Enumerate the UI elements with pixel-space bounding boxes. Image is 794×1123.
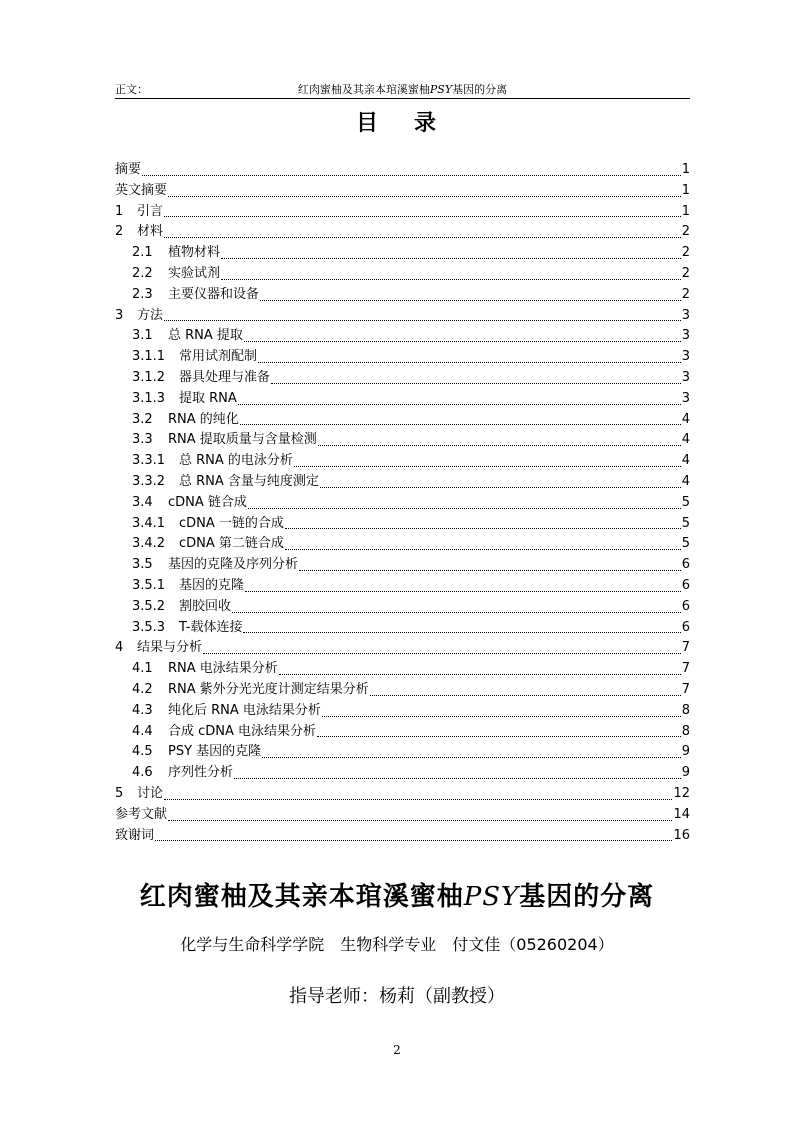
toc-entry-label: 合成 cDNA 电泳结果分析 [168, 723, 317, 739]
toc-entry-page: 5 [681, 515, 690, 531]
paper-title-suffix: 基因的分离 [519, 882, 655, 912]
toc-entry-page: 3 [681, 349, 690, 365]
toc-entry-label: 总 RNA 含量与纯度测定 [179, 473, 319, 489]
paper-title-prefix: 红肉蜜柚及其亲本琯溪蜜柚 [139, 882, 464, 912]
toc-entry[interactable] [115, 784, 690, 805]
toc-leader-dots [164, 236, 681, 238]
toc-entry-page: 8 [681, 723, 690, 739]
toc-leader-dots [243, 631, 680, 633]
toc-entry-label: 常用试剂配制 [179, 349, 258, 365]
toc-leader-dots [248, 507, 681, 509]
toc-entry-label: RNA 紫外分光光度计测定结果分析 [168, 681, 369, 697]
toc-entry-number: 3.3.1 [132, 453, 166, 469]
toc-entry-page: 7 [681, 661, 690, 677]
toc-leader-dots [164, 319, 681, 321]
toc-entry-page: 4 [681, 473, 690, 489]
toc-leader-dots [258, 361, 681, 363]
toc-entry-page: 2 [681, 224, 690, 240]
toc-entry-label: 摘要 [115, 162, 142, 177]
toc-leader-dots [322, 715, 681, 717]
toc-entry-label: cDNA 链合成 [168, 494, 247, 510]
toc-entry-page: 4 [681, 432, 690, 448]
toc-entry-label: 器具处理与准备 [179, 369, 271, 385]
toc-entry-page: 5 [681, 536, 690, 552]
toc-leader-dots [370, 694, 681, 696]
toc-entry-page: 1 [681, 203, 690, 219]
toc-entry[interactable] [115, 243, 690, 264]
toc-entry[interactable] [115, 742, 690, 763]
toc-entry-number: 4.6 [132, 765, 153, 781]
toc-heading [0, 106, 794, 137]
toc-entry-label: 方法 [137, 307, 164, 323]
toc-entry-number: 3.5.1 [132, 577, 166, 593]
toc-entry-number: 4.1 [132, 661, 153, 677]
toc-entry-label: 英文摘要 [115, 182, 168, 198]
toc-entry-page: 2 [681, 245, 690, 261]
toc-leader-dots [238, 403, 681, 405]
toc-entry-number: 3.5.3 [132, 619, 166, 635]
toc-entry-page: 4 [681, 453, 690, 469]
toc-entry-page: 9 [681, 765, 690, 781]
toc-entry[interactable] [115, 493, 690, 514]
toc-entry-page: 7 [681, 681, 690, 697]
toc-entry-page: 1 [681, 162, 690, 177]
toc-entry-number: 5 [115, 785, 124, 801]
toc-leader-dots [245, 590, 681, 592]
toc-entry-number: 3.4.2 [132, 536, 166, 552]
toc-entry-number: 3.2 [132, 411, 153, 427]
toc-entry-page: 14 [673, 806, 690, 822]
toc-entry-number: 3.3 [132, 432, 153, 448]
toc-entry[interactable] [115, 326, 690, 347]
toc-entry-page: 7 [681, 640, 690, 656]
toc-entry[interactable] [115, 618, 690, 639]
toc-entry[interactable] [115, 805, 690, 826]
toc-entry-label: 序列性分析 [168, 765, 234, 781]
toc-entry-page: 4 [681, 411, 690, 427]
toc-entry-number: 4 [115, 640, 124, 656]
toc-entry-page: 3 [681, 369, 690, 385]
toc-entry-label: 主要仪器和设备 [168, 286, 260, 302]
paper-title [0, 876, 794, 913]
toc-entry-number: 2 [115, 224, 124, 240]
toc-entry-label: 参考文献 [115, 806, 168, 822]
toc-entry[interactable] [115, 597, 690, 618]
toc-entry[interactable] [115, 347, 690, 368]
toc-entry[interactable] [115, 389, 690, 410]
toc-entry-page: 6 [681, 577, 690, 593]
toc-entry-number: 3.1 [132, 328, 153, 344]
toc-entry[interactable] [115, 555, 690, 576]
header-title-suffix: 基因的分离 [452, 83, 508, 96]
toc-entry[interactable] [115, 285, 690, 306]
toc-leader-dots [234, 777, 681, 779]
toc-leader-dots [285, 527, 681, 529]
toc-entry-page: 3 [681, 328, 690, 344]
toc-leader-dots [318, 444, 681, 446]
toc-entry[interactable] [115, 430, 690, 451]
toc-leader-dots [221, 278, 681, 280]
toc-entry-number: 2.2 [132, 265, 153, 281]
toc-entry-label: 基因的克隆及序列分析 [168, 557, 299, 573]
toc-entry-label: 引言 [137, 203, 164, 219]
toc-entry-label: 植物材料 [168, 245, 221, 261]
toc-entry-page: 3 [681, 390, 690, 406]
toc-entry-label: RNA 的纯化 [168, 411, 239, 427]
toc-entry-number: 3.1.1 [132, 349, 166, 365]
toc-leader-dots [168, 195, 681, 197]
toc-entry-page: 5 [681, 494, 690, 510]
toc-entry[interactable] [115, 576, 690, 597]
toc-entry-number: 4.2 [132, 681, 153, 697]
toc-leader-dots [271, 382, 681, 384]
toc-entry-number: 2.3 [132, 286, 153, 302]
author-line: 化学与生命科学学院 生物科学专业 付文佳（05260204） [180, 935, 614, 954]
toc-leader-dots [164, 798, 672, 800]
toc-entry-label: cDNA 第二链合成 [179, 536, 284, 552]
toc-entry-label: T-载体连接 [179, 619, 243, 635]
toc-entry-page: 6 [681, 598, 690, 614]
toc-entry[interactable] [115, 534, 690, 555]
toc-entry-label: RNA 电泳结果分析 [168, 661, 278, 677]
toc-entry[interactable] [115, 722, 690, 743]
toc-leader-dots [294, 465, 681, 467]
toc-entry-label: 实验试剂 [168, 265, 221, 281]
toc-leader-dots [240, 423, 681, 425]
toc-entry-label: 总 RNA 提取 [168, 328, 243, 344]
toc-leader-dots [155, 839, 672, 841]
toc-entry[interactable] [115, 659, 690, 680]
toc-entry-number: 3.3.2 [132, 473, 166, 489]
toc-entry-label: 纯化后 RNA 电泳结果分析 [168, 702, 321, 718]
toc-entry-page: 3 [681, 307, 690, 323]
toc-entry-label: 讨论 [137, 785, 164, 801]
toc-leader-dots [203, 652, 681, 654]
toc-entry-number: 3.1.2 [132, 369, 166, 385]
toc-entry[interactable] [115, 306, 690, 327]
toc-entry-label: 材料 [137, 224, 164, 240]
toc-entry-page: 2 [681, 286, 690, 302]
toc-entry[interactable] [115, 181, 690, 202]
toc-leader-dots [317, 735, 681, 737]
toc-entry-label: RNA 提取质量与含量检测 [168, 432, 317, 448]
toc-entry-number: 2.1 [132, 245, 153, 261]
toc-leader-dots [262, 756, 681, 758]
toc-leader-dots [299, 569, 681, 571]
toc-leader-dots [285, 548, 681, 550]
toc-entry-label: 割胶回收 [179, 598, 232, 614]
toc-entry-number: 3.4 [132, 494, 153, 510]
advisor-line: 指导老师：杨莉（副教授） [289, 986, 505, 1007]
toc-entry[interactable] [115, 264, 690, 285]
toc-entry-page: 9 [681, 744, 690, 760]
toc-leader-dots [142, 174, 681, 176]
paper-title-gene: PSY [463, 882, 520, 912]
toc-entry[interactable] [115, 160, 690, 181]
toc-entry-label: 基因的克隆 [179, 577, 245, 593]
toc-entry[interactable] [115, 763, 690, 784]
toc-entry-number: 1 [115, 203, 124, 219]
toc-entry-label: 致谢词 [115, 827, 155, 843]
toc-entry[interactable] [115, 451, 690, 472]
toc-heading-char-1: 目 [355, 111, 380, 136]
header-section-label: 正文： [115, 83, 148, 96]
toc-entry[interactable] [115, 701, 690, 722]
toc-entry-page: 16 [673, 827, 690, 843]
toc-entry[interactable] [115, 472, 690, 493]
toc-leader-dots [279, 673, 681, 675]
toc-entry-page: 6 [681, 619, 690, 635]
toc-entry-label: 提取 RNA [179, 390, 237, 406]
toc-entry[interactable] [115, 410, 690, 431]
toc-entry-page: 2 [681, 265, 690, 281]
table-of-contents [115, 160, 690, 846]
toc-entry-number: 3 [115, 307, 124, 323]
toc-entry[interactable] [115, 514, 690, 535]
toc-entry-number: 3.1.3 [132, 390, 166, 406]
toc-entry-number: 3.5 [132, 557, 153, 573]
toc-entry-number: 4.3 [132, 702, 153, 718]
toc-entry-label: PSY 基因的克隆 [168, 744, 262, 760]
toc-entry[interactable] [115, 368, 690, 389]
toc-entry-number: 3.4.1 [132, 515, 166, 531]
toc-entry-page: 8 [681, 702, 690, 718]
toc-entry-number: 3.5.2 [132, 598, 166, 614]
toc-entry-label: 结果与分析 [137, 640, 203, 656]
toc-entry-label: 总 RNA 的电泳分析 [179, 453, 293, 469]
toc-entry[interactable] [115, 638, 690, 659]
toc-entry[interactable] [115, 826, 690, 847]
page-number: 2 [393, 1043, 401, 1057]
toc-entry-number: 4.4 [132, 723, 153, 739]
toc-entry[interactable] [115, 222, 690, 243]
toc-entry-number: 4.5 [132, 744, 153, 760]
toc-entry-page: 12 [673, 785, 690, 801]
header-title-gene: PSY [429, 83, 453, 96]
toc-leader-dots [232, 611, 681, 613]
toc-entry[interactable] [115, 680, 690, 701]
toc-heading-char-2: 录 [414, 111, 439, 136]
running-header [115, 82, 690, 99]
toc-entry-label: cDNA 一链的合成 [179, 515, 284, 531]
toc-leader-dots [320, 486, 681, 488]
toc-leader-dots [244, 340, 681, 342]
toc-entry[interactable] [115, 202, 690, 223]
toc-leader-dots [221, 257, 681, 259]
toc-leader-dots [168, 819, 672, 821]
toc-entry-page: 1 [681, 182, 690, 198]
toc-entry-page: 6 [681, 557, 690, 573]
header-title [115, 82, 690, 98]
toc-leader-dots [164, 215, 681, 217]
toc-leader-dots [260, 299, 681, 301]
header-title-prefix: 红肉蜜柚及其亲本琯溪蜜柚 [297, 83, 430, 96]
